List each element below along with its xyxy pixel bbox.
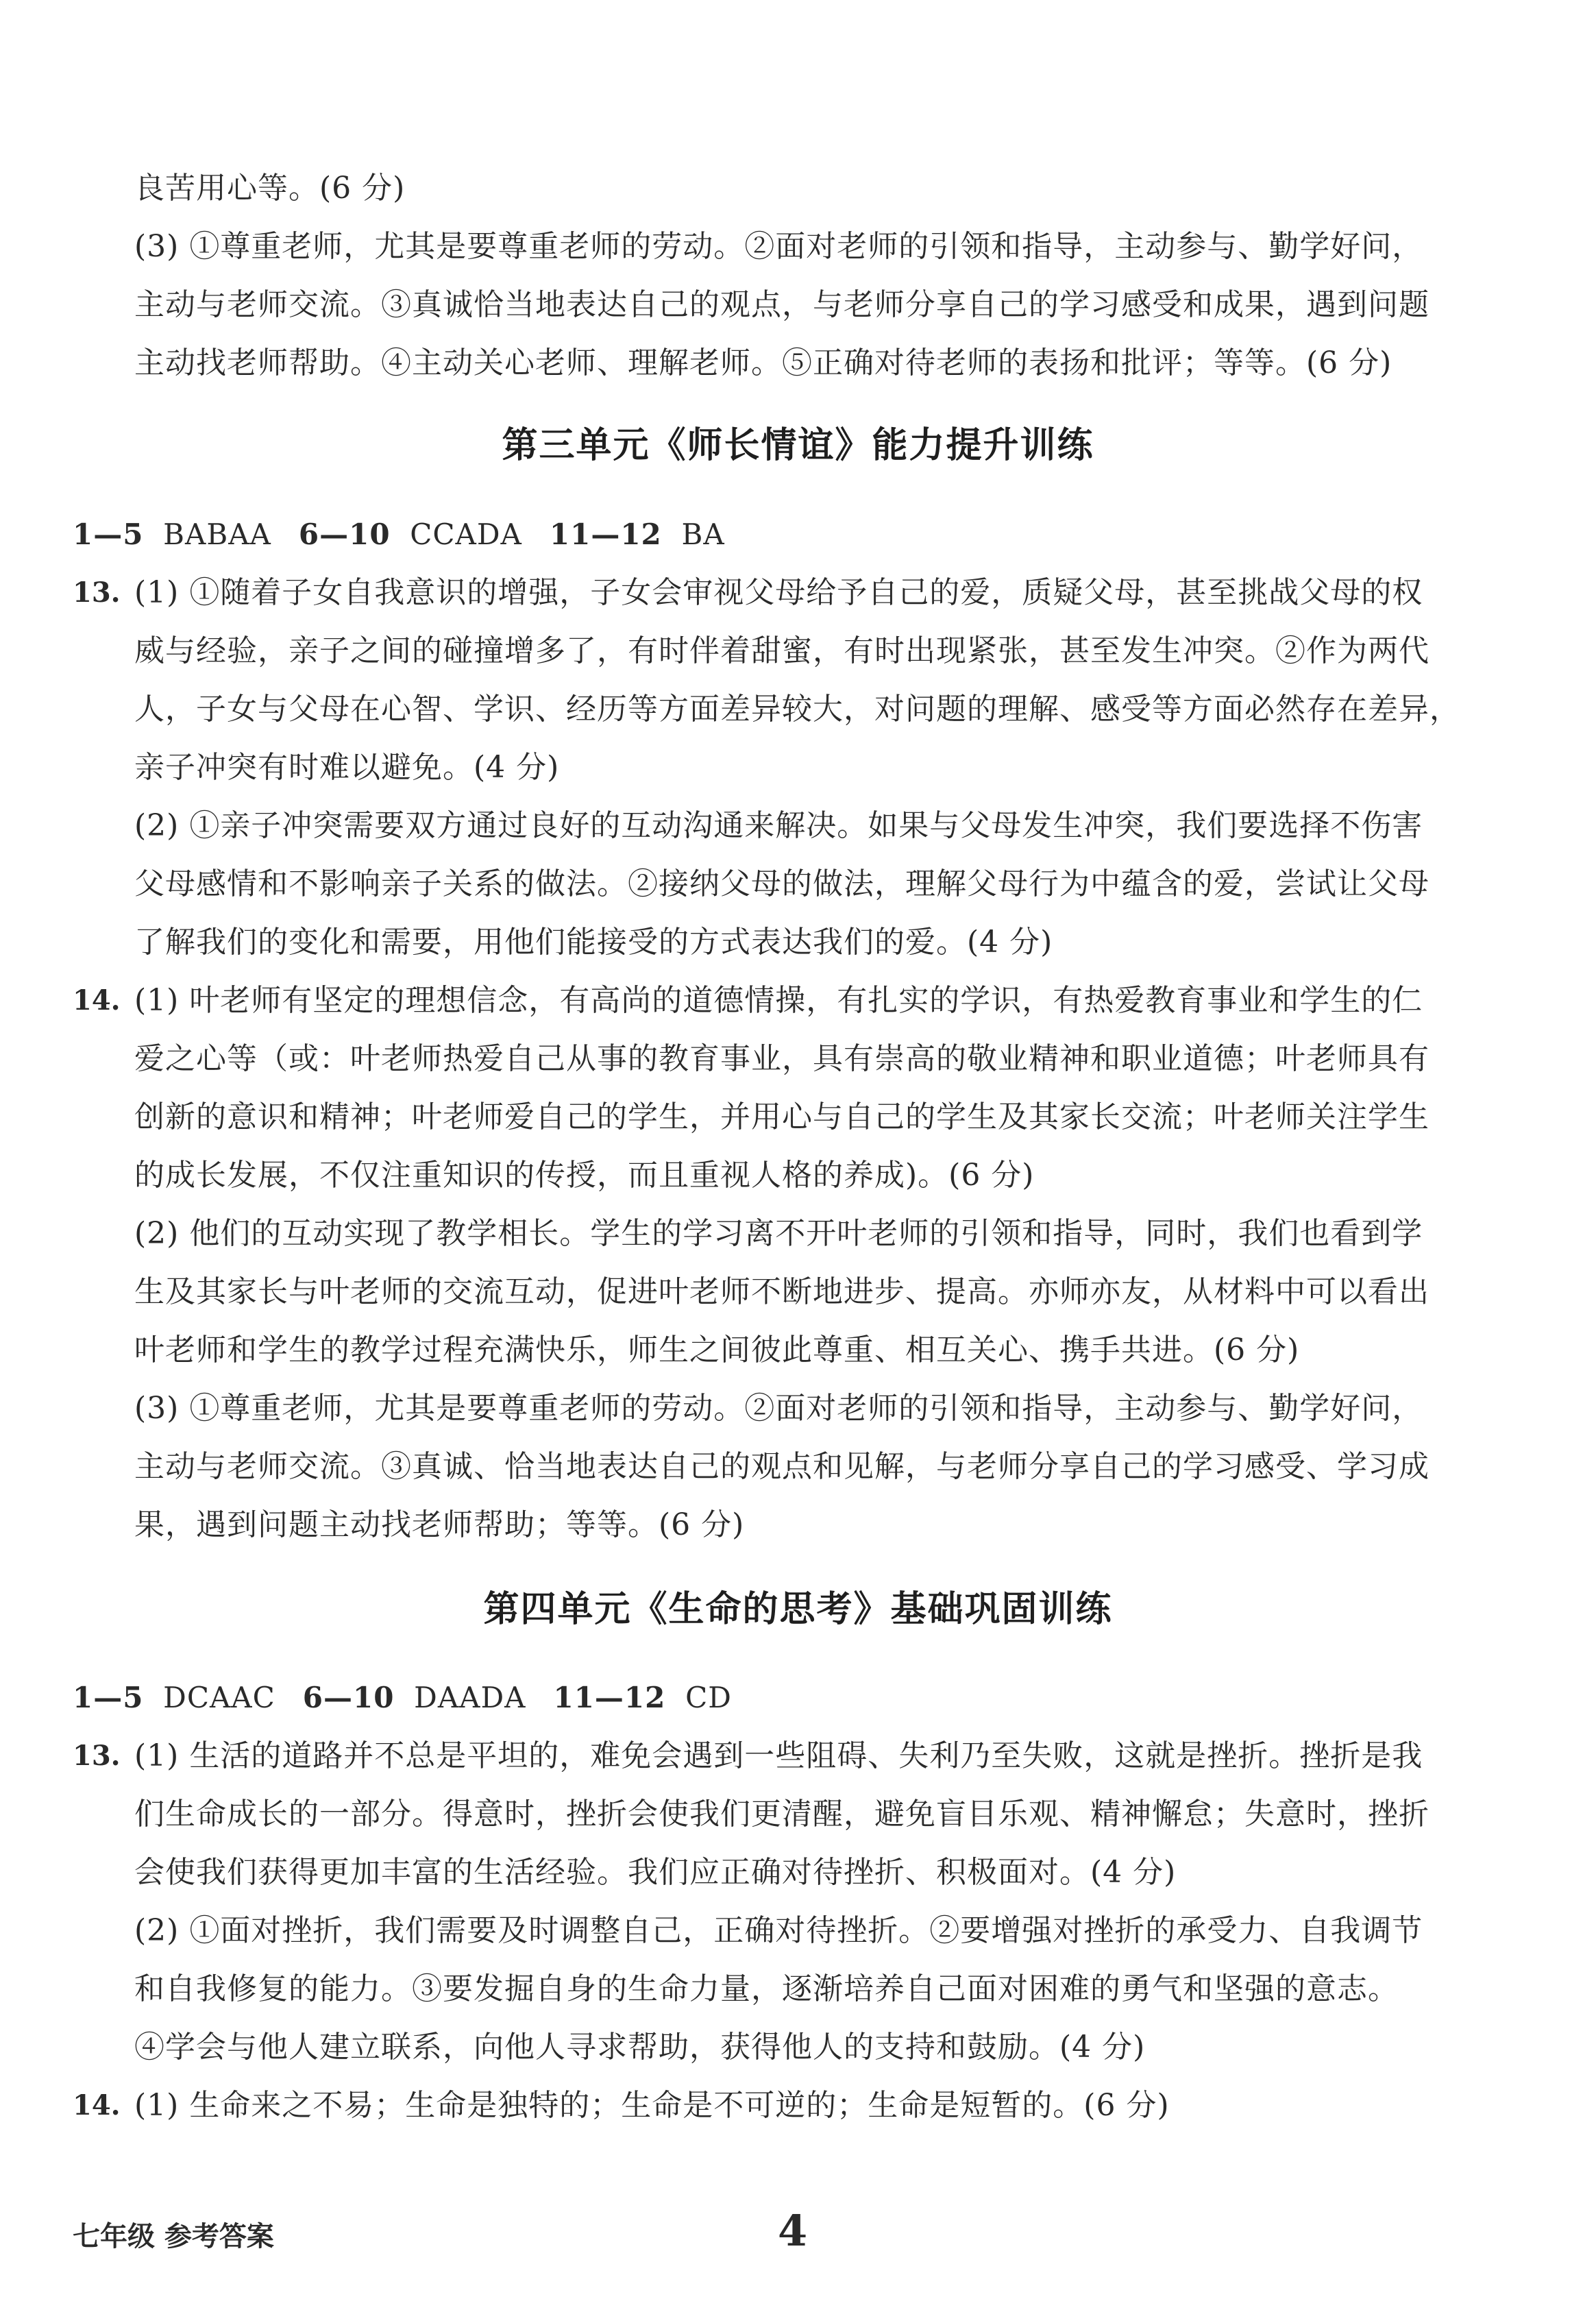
text-line: (2) ①面对挫折，我们需要及时调整自己，正确对待挫折。②要增强对挫折的承受力、自我调节 <box>134 1913 1423 1948</box>
question-number: 14. <box>73 984 121 1017</box>
text-line: (3) ①尊重老师，尤其是要尊重老师的劳动。②面对老师的引领和指导，主动参与、勤学好问， <box>134 1391 1423 1426</box>
choice-answers <box>73 1677 732 1718</box>
text-line: (2) 他们的互动实现了教学相长。学生的学习离不开叶老师的引领和指导，同时，我们也看到学 <box>134 1216 1423 1251</box>
text-line: (1) 叶老师有坚定的理想信念，有高尚的道德情操，有扎实的学识，有热爱教育事业和学生的仁 <box>134 983 1423 1018</box>
question-number: 14. <box>73 2089 121 2121</box>
page-number: 4 <box>778 2206 808 2256</box>
text-line: 爱之心等（或：叶老师热爱自己从事的教育事业，具有崇高的敬业精神和职业道德；叶老师具有 <box>134 1041 1429 1076</box>
text-line: 亲子冲突有时难以避免。(4 分) <box>134 750 560 785</box>
text-line: 会使我们获得更加丰富的生活经验。我们应正确对待挫折、积极面对。(4 分) <box>134 1855 1177 1890</box>
text-line: (2) ①亲子冲突需要双方通过良好的互动沟通来解决。如果与父母发生冲突，我们要选择不伤害 <box>134 808 1423 843</box>
question-number: 13. <box>73 576 121 609</box>
text-line: 良苦用心等。(6 分) <box>134 171 406 206</box>
choice-answers <box>73 514 725 555</box>
answer-range: 6—10 <box>302 1681 395 1714</box>
text-line: (1) 生活的道路并不总是平坦的，难免会遇到一些阻碍、失利乃至失败，这就是挫折。挫折是我 <box>134 1738 1423 1773</box>
text-line: 主动找老师帮助。④主动关心老师、理解老师。⑤正确对待老师的表扬和批评；等等。(6 分) <box>134 345 1392 380</box>
text-line: 叶老师和学生的教学过程充满快乐，师生之间彼此尊重、相互关心、携手共进。(6 分) <box>134 1333 1300 1367</box>
text-line: (1) ①随着子女自我意识的增强，子女会审视父母给予自己的爱，质疑父母，甚至挑战父母的权 <box>134 575 1423 610</box>
text-line: 主动与老师交流。③真诚、恰当地表达自己的观点和见解，与老师分享自己的学习感受、学习成 <box>134 1449 1429 1484</box>
footer-label: 七年级 参考答案 <box>73 2221 274 2252</box>
answer-letters: BA <box>681 518 725 551</box>
answer-range: 6—10 <box>298 518 391 551</box>
text-line: (1) 生命来之不易；生命是独特的；生命是不可逆的；生命是短暂的。(6 分) <box>134 2088 1170 2123</box>
answer-letters: CCADA <box>410 518 522 551</box>
answer-letters: DCAAC <box>163 1681 275 1714</box>
answer-range: 11—12 <box>553 1681 666 1714</box>
answer-range: 1—5 <box>73 1681 144 1714</box>
text-line: ④学会与他人建立联系，向他人寻求帮助，获得他人的支持和鼓励。(4 分) <box>134 2030 1146 2065</box>
text-line: 创新的意识和精神；叶老师爱自己的学生，并用心与自己的学生及其家长交流；叶老师关注学生 <box>134 1099 1429 1134</box>
text-line: 人，子女与父母在心智、学识、经历等方面差异较大，对问题的理解、感受等方面必然存在差异， <box>134 692 1460 727</box>
text-line: 主动与老师交流。③真诚恰当地表达自己的观点，与老师分享自己的学习感受和成果，遇到问题 <box>134 287 1429 322</box>
text-line: 了解我们的变化和需要，用他们能接受的方式表达我们的爱。(4 分) <box>134 925 1053 960</box>
question-number: 13. <box>73 1740 121 1772</box>
answer-range: 11—12 <box>549 518 662 551</box>
answer-letters: DAADA <box>414 1681 526 1714</box>
text-line: 威与经验，亲子之间的碰撞增多了，有时伴着甜蜜，有时出现紧张，甚至发生冲突。②作为两代 <box>134 633 1429 668</box>
text-line: 果，遇到问题主动找老师帮助；等等。(6 分) <box>134 1507 745 1542</box>
text-line: (3) ①尊重老师，尤其是要尊重老师的劳动。②面对老师的引领和指导，主动参与、勤学好问， <box>134 229 1423 264</box>
text-line: 父母感情和不影响亲子关系的做法。②接纳父母的做法，理解父母行为中蕴含的爱，尝试让父母 <box>134 866 1429 901</box>
answer-range: 1—5 <box>73 518 144 551</box>
section-title: 第四单元《生命的思考》基础巩固训练 <box>483 1589 1113 1630</box>
text-line: 的成长发展，不仅注重知识的传授，而且重视人格的养成)。(6 分) <box>134 1158 1035 1193</box>
answer-letters: CD <box>685 1681 732 1714</box>
answer-letters: BABAA <box>163 518 271 551</box>
text-line: 和自我修复的能力。③要发掘自身的生命力量，逐渐培养自己面对困难的勇气和坚强的意志。 <box>134 1971 1399 2006</box>
section-title: 第三单元《师长情谊》能力提升训练 <box>502 425 1094 466</box>
text-line: 们生命成长的一部分。得意时，挫折会使我们更清醒，避免盲目乐观、精神懈怠；失意时，挫折 <box>134 1797 1429 1832</box>
text-line: 生及其家长与叶老师的交流互动，促进叶老师不断地进步、提高。亦师亦友，从材料中可以看出 <box>134 1274 1429 1309</box>
